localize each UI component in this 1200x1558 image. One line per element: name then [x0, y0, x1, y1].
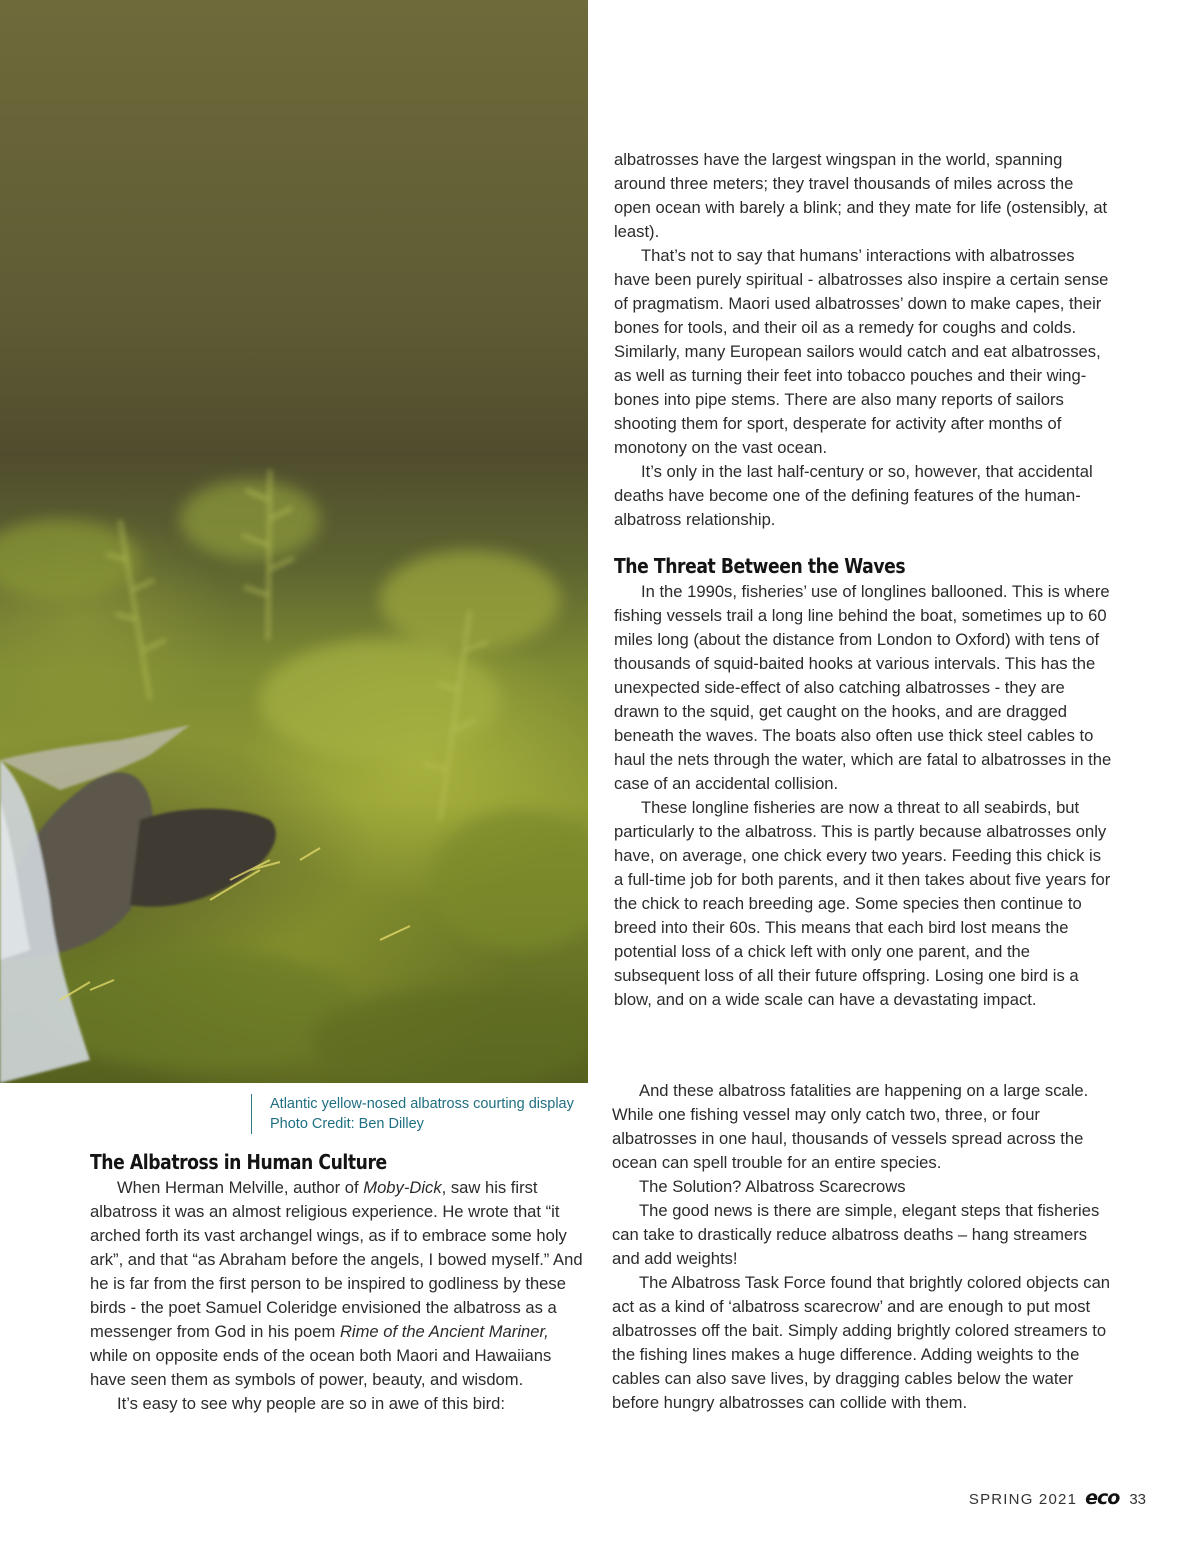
left-column — [90, 1148, 586, 1416]
issue-label: SPRING 2021 — [968, 1491, 1078, 1508]
right-column-lower — [612, 1079, 1112, 1415]
book-title: Moby-Dick — [363, 1178, 442, 1197]
paragraph: When Herman Melville, author of Moby-Dick, saw his first albatross it was an almost religious experience. He wrote that “it arched forth its vast archangel wings, as if to embrace some holy ark”, and that “as Abraham before the angels, I bowed myself.” And he is far from the first person to be inspired to godliness by these birds - the poet Samuel Coleridge envisioned the albatross as a messenger from God in his poem Rime of the Ancient Mariner, while on opposite ends of the ocean both Maori and Hawaiians have seen them as symbols of power, beauty, and wisdom. — [90, 1178, 583, 1389]
poem-title: Rime of the Ancient Mariner, — [339, 1322, 549, 1341]
section-heading-human-culture: The Albatross in Human Culture — [90, 1150, 387, 1174]
paragraph: The Albatross Task Force found that brightly colored objects can act as a kind of ‘albatross scarecrow’ and are enough to put most albatrosses off the bait. Simply adding brightly colored streamers to the fishing lines makes a huge difference. Adding weights to the cables can also save lives, by dragging cables below the water before hungry albatrosses can collide with them. — [612, 1273, 1111, 1412]
subheading-solution: The Solution? Albatross Scarecrows — [639, 1177, 906, 1196]
photo-illustration — [0, 0, 588, 1083]
page-footer — [969, 1488, 1146, 1510]
section-heading-threat: The Threat Between the Waves — [614, 554, 906, 578]
paragraph: It’s easy to see why people are so in awe of this bird: — [117, 1394, 506, 1413]
paragraph: The good news is there are simple, elegant steps that fisheries can take to drastically reduce albatross deaths – hang streamers and add weights! — [612, 1201, 1100, 1268]
paragraph: In the 1990s, fisheries’ use of longlines ballooned. This is where fishing vessels trail a long line behind the boat, sometimes up to 60 miles long (about the distance from London to Oxford) with tens of thousands of squid-baited hooks at various intervals. This has the unexpected side-effect of also catching albatrosses - they are drawn to the squid, get caught on the hooks, and are dragged beneath the waves. The boats also often use thick steel cables to haul the nets through the water, which are fatal to albatrosses in the case of an accidental collision. — [614, 582, 1112, 793]
photo-caption: Atlantic yellow-nosed albatross courting display Photo Credit: Ben Dilley — [251, 1094, 600, 1134]
albatross-photo — [0, 0, 588, 1083]
right-column — [614, 148, 1112, 1012]
paragraph: These longline fisheries are now a threat to all seabirds, but particularly to the albatross. This is partly because albatrosses only have, on average, one chick every two years. Feeding this chick is a full-time job for both parents, and it then takes about five years for the chick to reach breeding age. Some species then continue to breed into their 60s. This means that each bird lost means the potential loss of a chick left with only one parent, and the subsequent loss of all their future offspring. Losing one bird is a blow, and on a wide scale can have a devastating impact. — [614, 798, 1111, 1009]
paragraph: That’s not to say that humans’ interactions with albatrosses have been purely spiritual - albatrosses also inspire a certain sense of pragmatism. Maori used albatrosses’ down to make capes, their bones for tools, and their oil as a remedy for coughs and colds. Similarly, many European sailors would catch and eat albatrosses, as well as turning their feet into tobacco pouches and their wing-bones into pipe stems. There are also many reports of sailors shooting them for sport, desperate for activity after months of monotony on the vast ocean. — [614, 246, 1109, 457]
magazine-logo: eco — [1085, 1487, 1120, 1509]
paragraph: albatrosses have the largest wingspan in the world, spanning around three meters; they travel thousands of miles across the open ocean with barely a blink; and they mate for life (ostensibly, at least). — [614, 150, 1108, 241]
paragraph: It’s only in the last half-century or so, however, that accidental deaths have become one of the defining features of the human-albatross relationship. — [614, 462, 1093, 529]
paragraph: And these albatross fatalities are happening on a large scale. While one fishing vessel may only catch two, three, or four albatrosses in one haul, thousands of vessels spread across the ocean can spell trouble for an entire species. — [612, 1081, 1089, 1172]
page-number: 33 — [1129, 1491, 1146, 1508]
